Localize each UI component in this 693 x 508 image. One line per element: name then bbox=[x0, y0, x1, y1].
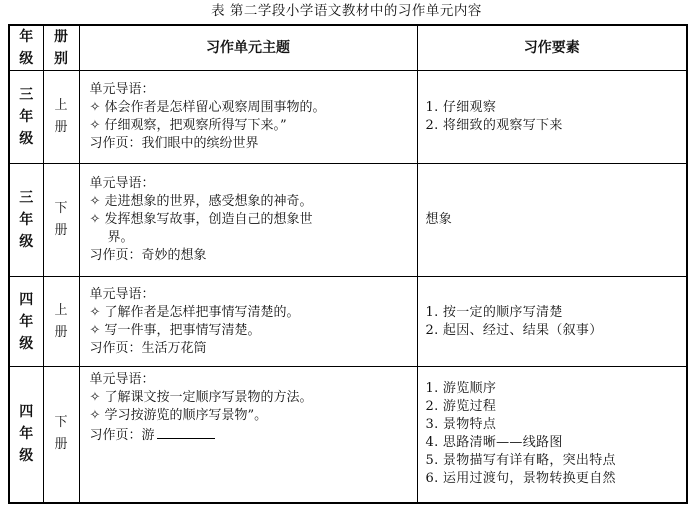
grade-cell bbox=[9, 164, 43, 277]
page-label: 习作页：我们眼中的缤纷世界 bbox=[89, 136, 259, 151]
grade-cell bbox=[9, 367, 43, 503]
requirement-item: 2. 起因、经过、结果（叙事） bbox=[425, 322, 603, 338]
fill-in-blank bbox=[157, 425, 215, 439]
grade-char: 级 bbox=[19, 448, 34, 465]
theme-bullet: ✧ 写一件事，把事情写清楚。 bbox=[89, 322, 261, 338]
requirements-cell bbox=[417, 164, 687, 277]
theme-bullet: ✧ 走进想象的世界，感受想象的神奇。 bbox=[89, 194, 313, 209]
intro-label: 单元导语： bbox=[89, 82, 155, 97]
grade-char: 级 bbox=[19, 234, 34, 250]
writing-units-table bbox=[8, 24, 688, 504]
requirement-item: 2. 游览过程 bbox=[425, 399, 497, 415]
volume-header-char: 册 bbox=[54, 29, 68, 45]
header-row bbox=[9, 25, 687, 71]
intro-label: 单元导语： bbox=[89, 286, 155, 302]
volume-cell bbox=[43, 367, 79, 503]
volume-header bbox=[43, 25, 79, 71]
grade-char: 四 bbox=[19, 291, 34, 308]
volume-cell bbox=[43, 277, 79, 367]
grade-char: 四 bbox=[19, 404, 34, 421]
grade-cell bbox=[9, 71, 43, 164]
volume-char: 册 bbox=[54, 223, 68, 238]
requirement-item: 1. 按一定的顺序写清楚 bbox=[425, 304, 563, 320]
theme-cell bbox=[79, 71, 417, 164]
grade-char: 级 bbox=[19, 335, 34, 352]
requirements-cell bbox=[417, 367, 687, 503]
table-row bbox=[9, 164, 687, 277]
volume-char: 册 bbox=[54, 120, 68, 135]
theme-bullet: ✧ 了解课文按一定顺序写景物的方法。 bbox=[89, 390, 313, 405]
volume-char: 册 bbox=[54, 324, 68, 340]
requirement-item: 5. 景物描写有详有略，突出特点 bbox=[425, 453, 616, 469]
grade-char: 年 bbox=[19, 212, 34, 228]
requirement-item: 想象 bbox=[425, 212, 453, 227]
requirements-cell bbox=[417, 277, 687, 367]
grade-char: 级 bbox=[19, 131, 34, 147]
theme-cell bbox=[79, 164, 417, 277]
intro-label: 单元导语： bbox=[89, 176, 155, 191]
table-row bbox=[9, 367, 687, 503]
requirement-item: 1. 仔细观察 bbox=[425, 100, 497, 115]
grade-header bbox=[9, 25, 43, 71]
theme-bullet: ✧ 仔细观察，把观察所得写下来。” bbox=[89, 118, 287, 133]
volume-cell bbox=[43, 71, 79, 164]
theme-bullet: ✧ 学习按游览的顺序写景物”。 bbox=[89, 408, 268, 423]
requirement-item: 2. 将细致的观察写下来 bbox=[425, 118, 563, 133]
requirement-item: 3. 景物特点 bbox=[425, 417, 497, 433]
volume-header-char: 别 bbox=[54, 51, 68, 67]
grade-char: 年 bbox=[19, 426, 34, 443]
requirements-header: 习作要素 bbox=[417, 25, 687, 71]
volume-cell bbox=[43, 164, 79, 277]
theme-bullet: ✧ 发挥想象写故事，创造自己的想象世界。 bbox=[89, 212, 313, 245]
volume-char: 册 bbox=[54, 437, 68, 453]
volume-char: 上 bbox=[54, 98, 68, 113]
grade-header-char: 级 bbox=[19, 51, 34, 67]
grade-char: 三 bbox=[19, 190, 34, 206]
theme-bullet: ✧ 体会作者是怎样留心观察周围事物的。 bbox=[89, 100, 326, 115]
grade-cell bbox=[9, 277, 43, 367]
grade-header-char: 年 bbox=[19, 29, 34, 45]
requirements-cell bbox=[417, 71, 687, 164]
page-label: 习作页：游 bbox=[89, 428, 155, 443]
table-row bbox=[9, 71, 687, 164]
requirement-item: 1. 游览顺序 bbox=[425, 381, 497, 397]
theme-header: 习作单元主题 bbox=[79, 25, 417, 71]
table-caption: 表 第二学段小学语文教材中的习作单元内容 bbox=[211, 3, 482, 19]
requirement-item: 6. 运用过渡句，景物转换更自然 bbox=[425, 471, 616, 487]
table-row bbox=[9, 277, 687, 367]
volume-char: 下 bbox=[54, 201, 68, 216]
grade-char: 三 bbox=[19, 87, 34, 103]
page-label: 习作页：奇妙的想象 bbox=[89, 248, 207, 263]
grade-char: 年 bbox=[19, 109, 34, 125]
requirement-item: 4. 思路清晰——线路图 bbox=[425, 435, 563, 451]
intro-label: 单元导语： bbox=[89, 372, 155, 387]
theme-cell bbox=[79, 367, 417, 503]
volume-char: 上 bbox=[54, 302, 68, 318]
theme-cell bbox=[79, 277, 417, 367]
grade-char: 年 bbox=[19, 313, 34, 330]
theme-bullet: ✧ 了解作者是怎样把事情写清楚的。 bbox=[89, 304, 300, 320]
page-label-line bbox=[90, 425, 411, 445]
page-label: 习作页：生活万花筒 bbox=[89, 340, 207, 356]
volume-char: 下 bbox=[54, 415, 68, 431]
